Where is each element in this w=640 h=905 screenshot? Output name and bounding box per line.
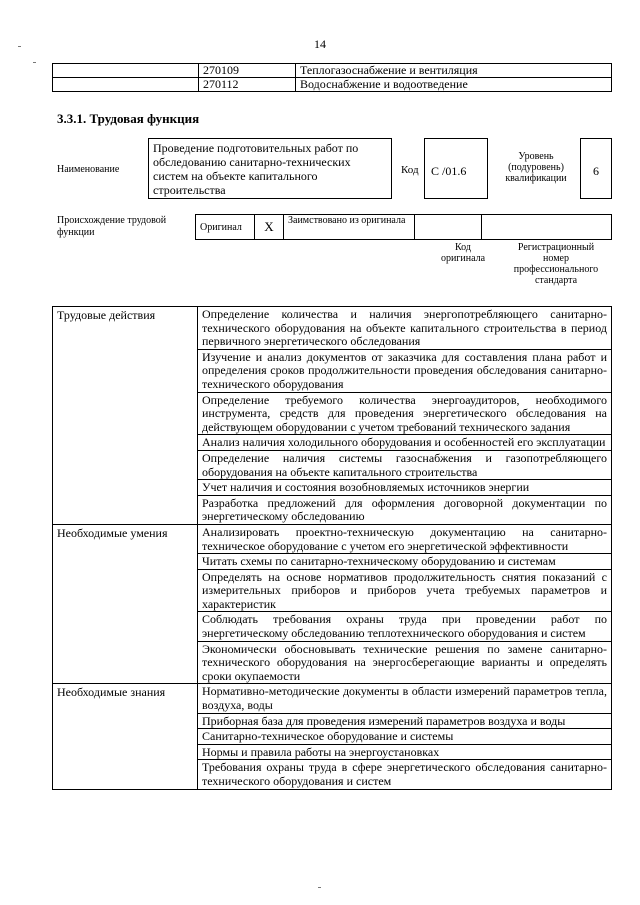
- specialty-name: Водоснабжение и водоотведение: [296, 78, 612, 92]
- table-row: [53, 524, 612, 553]
- scan-mark: [33, 62, 36, 63]
- page-number: 14: [314, 37, 326, 51]
- table-row: [53, 78, 612, 92]
- code-label: Код: [401, 164, 419, 176]
- list-item: Определение требуемого количества энергоаудиторов, необходимого инструмента, средств для проведения энергетического обследования на действующем оборудовании с учетом требований технического задания: [198, 392, 612, 435]
- function-details-table: [52, 306, 612, 790]
- list-item: Читать схемы по санитарно-техническому оборудованию и системам: [198, 554, 612, 570]
- specialty-name: Теплогазоснабжение и вентиляция: [296, 64, 612, 78]
- origin-label: Происхождение трудовой функции: [57, 215, 167, 238]
- section-required-knowledge: Необходимые знания: [53, 684, 198, 789]
- list-item: Изучение и анализ документов от заказчика для составления плана работ и определения сроков продолжительности проведения обследования санитарно-технического оборудования: [198, 349, 612, 392]
- list-item: Анализ наличия холодильного оборудования и особенностей его эксплуатации: [198, 435, 612, 451]
- section-required-skills: Необходимые умения: [53, 524, 198, 684]
- list-item: Санитарно-техническое оборудование и системы: [198, 729, 612, 745]
- name-label: Наименование: [57, 164, 120, 175]
- level-label: Уровень (подуровень) квалификации: [505, 151, 567, 184]
- function-name: Проведение подготовительных работ по обследованию санитарно-технических систем на объекте капитального строительства: [148, 138, 392, 199]
- original-label: Оригинал: [196, 215, 255, 240]
- reg-number-cell: [482, 215, 612, 240]
- list-item: Экономически обосновывать технические решения по замене санитарно-технического оборудования на энергосберегающие варианты и определять сроки окупаемости: [198, 641, 612, 684]
- list-item: Определять на основе нормативов продолжительность снятия показаний с измерительных приборов и приборов учета требуемых параметров и характеристик: [198, 569, 612, 612]
- list-item: Нормы и правила работы на энергоустановках: [198, 744, 612, 760]
- origin-table: [195, 214, 612, 240]
- specialty-table: [52, 63, 612, 92]
- specialty-code: 270109: [199, 64, 296, 78]
- section-labor-actions: Трудовые действия: [53, 307, 198, 525]
- table-row: [53, 307, 612, 350]
- list-item: Нормативно-методические документы в области измерений параметров тепла, воздуха, воды: [198, 684, 612, 713]
- scan-mark: [18, 46, 21, 47]
- list-item: Приборная база для проведения измерений параметров воздуха и воды: [198, 713, 612, 729]
- list-item: Анализировать проектно-техническую документацию на санитарно-техническое оборудование с учетом его энергетической эффективности: [198, 524, 612, 553]
- list-item: Определение наличия системы газоснабжения и газопотребляющего оборудования на объекте капитального строительства: [198, 450, 612, 479]
- function-code: C /01.6: [424, 138, 488, 199]
- table-row: [53, 684, 612, 713]
- list-item: Разработка предложений для оформления договорной документации по энергетическому обследованию: [198, 495, 612, 524]
- table-row: [53, 64, 612, 78]
- scan-mark: [318, 887, 321, 888]
- list-item: Учет наличия и состояния возобновляемых источников энергии: [198, 480, 612, 496]
- original-mark: X: [255, 215, 284, 240]
- code-caption: Код оригинала: [440, 242, 486, 264]
- list-item: Соблюдать требования охраны труда при проведении работ по энергетическому обследованию теплотехнического оборудования и систем: [198, 612, 612, 641]
- original-code-cell: [415, 215, 482, 240]
- reg-caption: Регистрационный номер профессионального стандарта: [513, 242, 599, 286]
- specialty-code: 270112: [199, 78, 296, 92]
- list-item: Определение количества и наличия энергопотребляющего санитарно-технического оборудования на объекте капитального строительства в период первичного энергетического обследования: [198, 307, 612, 350]
- list-item: Требования охраны труда в сфере энергетического обследования санитарно-технического оборудования и систем: [198, 760, 612, 789]
- table-row: [196, 215, 612, 240]
- qualification-level: 6: [580, 138, 612, 199]
- borrowed-label: Заимствовано из оригинала: [284, 215, 415, 240]
- section-title: 3.3.1. Трудовая функция: [57, 111, 200, 126]
